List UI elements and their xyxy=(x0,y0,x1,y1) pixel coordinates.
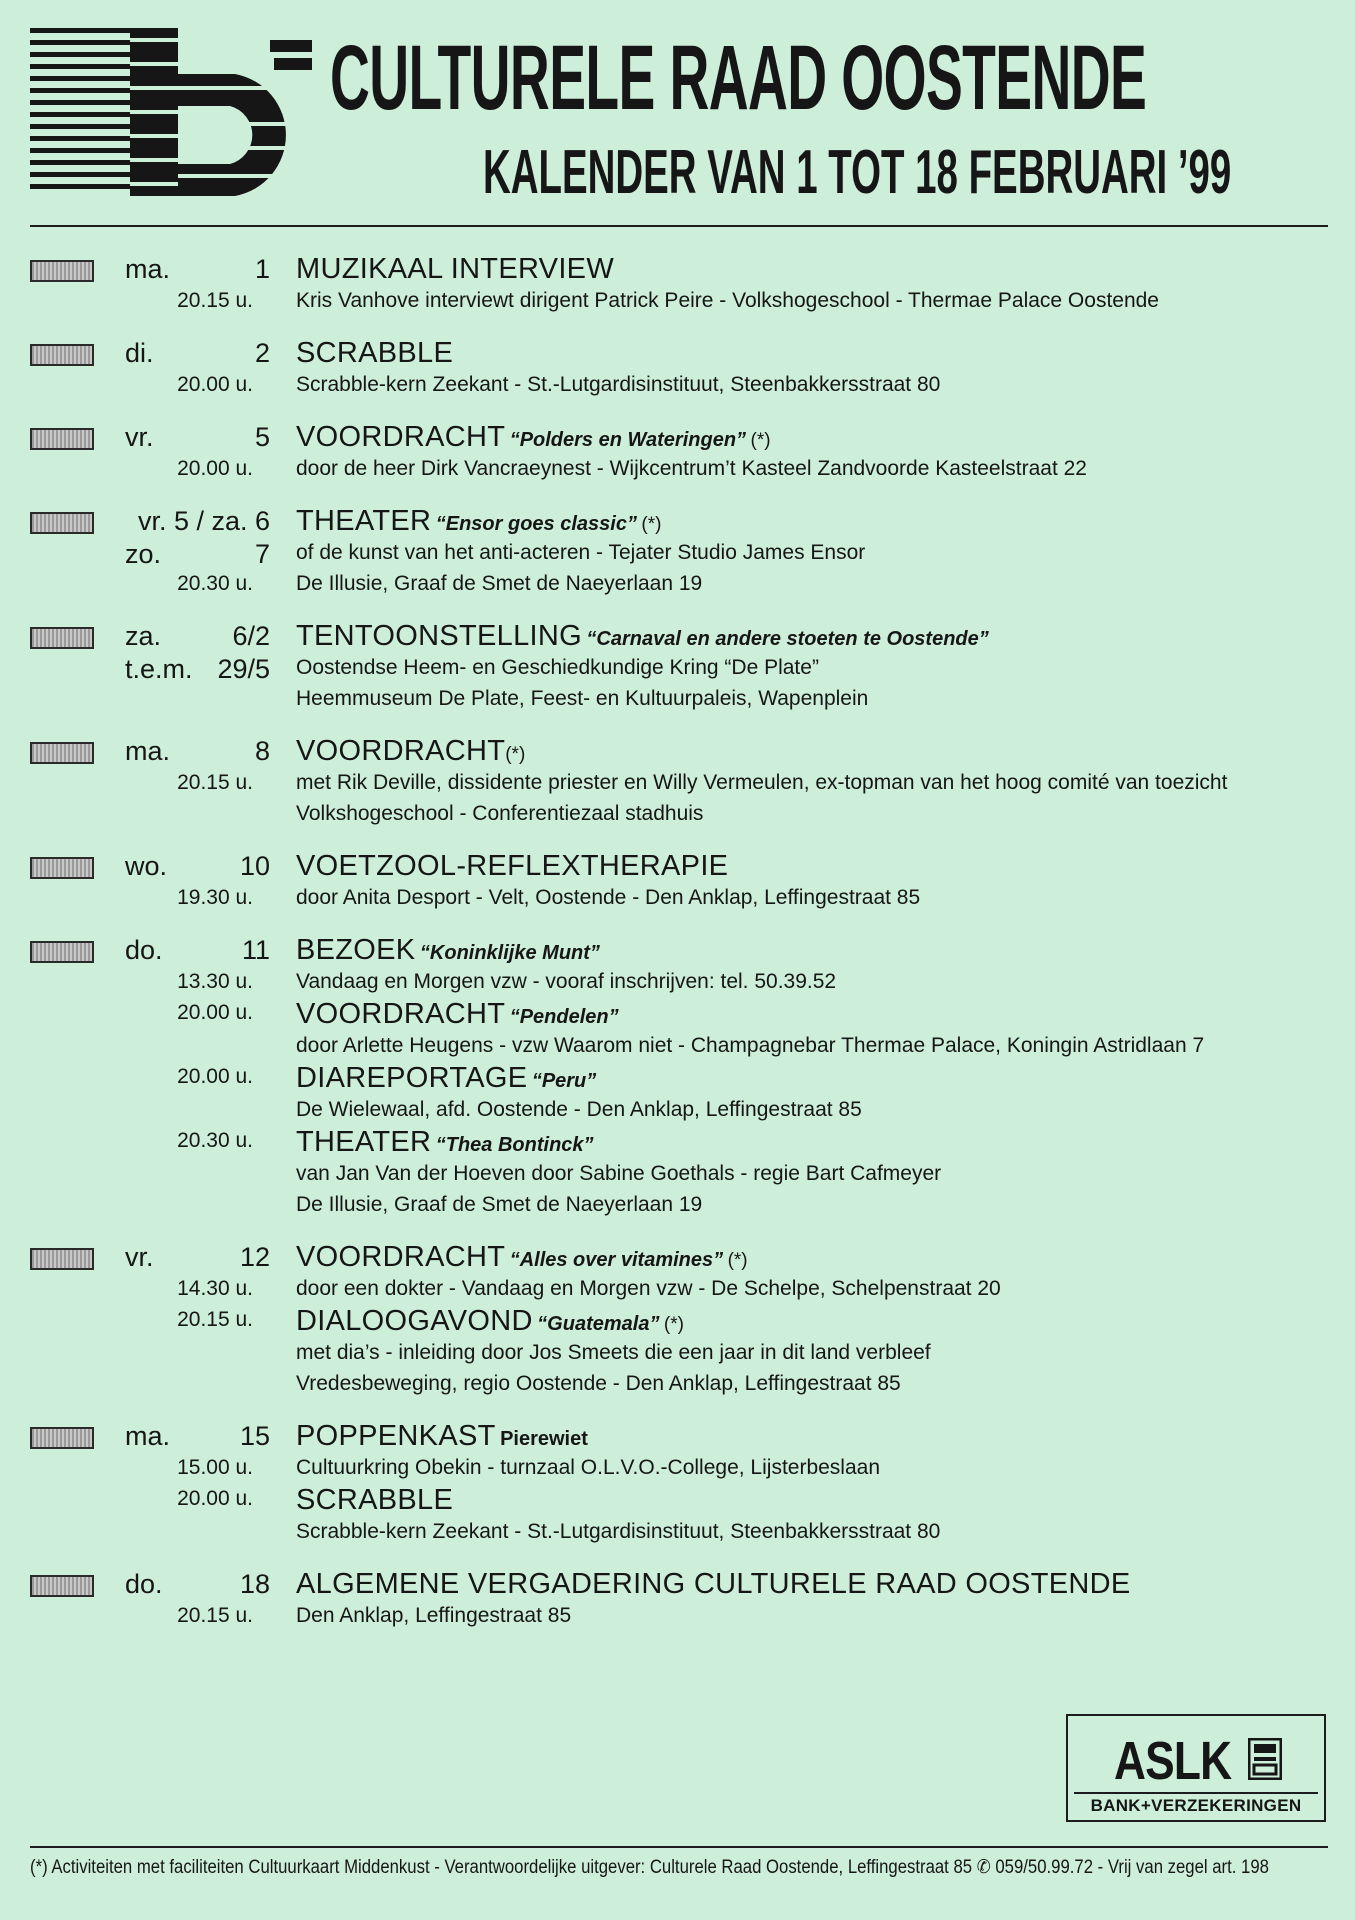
event-heading xyxy=(296,1061,596,1095)
event-description: Scrabble-kern Zeekant - St.-Lutgardisinstituut, Steenbakkersstraat 80 xyxy=(296,1520,941,1543)
event-block xyxy=(0,504,1355,599)
event-date: 6/2 xyxy=(232,621,270,651)
event-date: 1 xyxy=(254,254,270,284)
event-time: 20.00 u. xyxy=(177,457,253,480)
event-description: met Rik Deville, dissidente priester en Willy Vermeulen, ex-topman van het hoog comité van toezicht xyxy=(296,771,1228,794)
event-day: za. xyxy=(125,621,162,651)
event-calendar xyxy=(0,252,1355,1651)
event-date: 5 xyxy=(254,422,270,452)
event-date: 2 xyxy=(254,338,270,368)
event-heading xyxy=(296,1419,588,1455)
event-description: Vredesbeweging, regio Oostende - Den Anklap, Leffingestraat 85 xyxy=(296,1372,901,1395)
event-description: De Illusie, Graaf de Smet de Naeyerlaan 19 xyxy=(296,1193,703,1216)
event-block xyxy=(0,1419,1355,1547)
event-block xyxy=(0,933,1355,1220)
footer-divider xyxy=(30,1846,1328,1848)
cultuurkaart-mark: (*) xyxy=(505,744,526,765)
cultuurkaart-mark: (*) xyxy=(750,430,771,451)
event-date: 7 xyxy=(254,539,270,569)
event-title: DIAREPORTAGE xyxy=(296,1062,528,1094)
event-subtitle: “Koninklijke Munt” xyxy=(419,942,600,964)
event-description: Heemmuseum De Plate, Feest- en Kultuurpaleis, Wapenplein xyxy=(296,687,869,710)
event-time: 20.00 u. xyxy=(177,1065,253,1088)
event-date: 8 xyxy=(254,736,270,766)
event-description: Cultuurkring Obekin - turnzaal O.L.V.O.-College, Lijsterbeslaan xyxy=(296,1456,881,1479)
event-day: vr. xyxy=(125,1242,154,1272)
sponsor-tagline: BANK+VERZEKERINGEN xyxy=(1074,1792,1318,1817)
event-time: 20.00 u. xyxy=(177,373,253,396)
event-date: 10 xyxy=(239,851,270,881)
cultuurkaart-mark: (*) xyxy=(727,1250,748,1271)
event-block xyxy=(0,252,1355,316)
event-subtitle: “Pendelen” xyxy=(509,1006,619,1028)
event-title: POPPENKAST xyxy=(296,1420,496,1452)
event-heading xyxy=(296,734,525,768)
cultuurkaart-mark: (*) xyxy=(663,1314,684,1335)
event-description: Kris Vanhove interviewt dirigent Patrick Peire - Volkshogeschool - Thermae Palace Oostende xyxy=(296,289,1159,312)
event-title: BEZOEK xyxy=(296,934,416,966)
event-description: door Arlette Heugens - vzw Waarom niet - Champagnebar Thermae Palace, Koningin Astridlaan 7 xyxy=(296,1034,1205,1057)
event-time: 20.00 u. xyxy=(177,1001,253,1024)
event-subtitle: “Polders en Wateringen” xyxy=(509,429,747,451)
event-title: VOORDRACHT xyxy=(296,1241,506,1273)
event-date: 15 xyxy=(239,1421,270,1451)
event-description: Volkshogeschool - Conferentiezaal stadhuis xyxy=(296,802,704,825)
sponsor-name: ASLK xyxy=(1114,1731,1232,1791)
event-subtitle: Pierewiet xyxy=(500,1428,588,1450)
event-time: 20.15 u. xyxy=(177,1308,253,1331)
event-description: Den Anklap, Leffingestraat 85 xyxy=(296,1604,572,1627)
page-subtitle: KALENDER VAN 1 TOT 18 FEBRUARI ’99 xyxy=(483,138,1232,207)
event-description: of de kunst van het anti-acteren - Tejater Studio James Ensor xyxy=(296,541,866,564)
event-title: VOORDRACHT xyxy=(296,998,506,1030)
event-day: vr. xyxy=(125,422,154,452)
event-date: 18 xyxy=(239,1569,270,1599)
event-title: SCRABBLE xyxy=(296,337,454,369)
safe-box-icon xyxy=(1248,1738,1282,1780)
cultuurkaart-mark: (*) xyxy=(641,514,662,535)
event-description: door Anita Desport - Velt, Oostende - Den Anklap, Leffingestraat 85 xyxy=(296,886,921,909)
event-date: 12 xyxy=(239,1242,270,1272)
header-divider xyxy=(30,225,1328,227)
event-day: do. xyxy=(125,1569,163,1599)
event-time: 13.30 u. xyxy=(177,970,253,993)
event-heading xyxy=(296,933,600,967)
event-title: VOETZOOL-REFLEXTHERAPIE xyxy=(296,850,729,882)
event-heading xyxy=(296,997,619,1031)
event-description: Oostendse Heem- en Geschiedkundige Kring “De Plate” xyxy=(296,656,819,679)
event-time: 20.30 u. xyxy=(177,1129,253,1152)
event-date: vr. 5 / za. 6 xyxy=(137,506,270,536)
event-title: VOORDRACHT xyxy=(296,421,506,453)
event-description: Scrabble-kern Zeekant - St.-Lutgardisinstituut, Steenbakkersstraat 80 xyxy=(296,373,941,396)
event-subtitle: “Carnaval en andere stoeten te Oostende” xyxy=(586,628,989,650)
page-title: CULTURELE RAAD OOSTENDE xyxy=(330,27,1147,129)
event-day: ma. xyxy=(125,1421,171,1451)
header xyxy=(30,28,1330,208)
event-title: SCRABBLE xyxy=(296,1484,454,1516)
event-description: De Illusie, Graaf de Smet de Naeyerlaan 19 xyxy=(296,572,703,595)
event-description: met dia’s - inleiding door Jos Smeets die een jaar in dit land verbleef xyxy=(296,1341,931,1364)
event-description: door de heer Dirk Vancraeynest - Wijkcentrum’t Kasteel Zandvoorde Kasteelstraat 22 xyxy=(296,457,1087,480)
event-title: TENTOONSTELLING xyxy=(296,620,582,652)
event-block xyxy=(0,619,1355,714)
event-subtitle: “Peru” xyxy=(531,1070,597,1092)
event-time: 20.15 u. xyxy=(177,1604,253,1627)
event-day: do. xyxy=(125,935,163,965)
event-heading xyxy=(296,619,989,653)
event-description: van Jan Van der Hoeven door Sabine Goethals - regie Bart Cafmeyer xyxy=(296,1162,942,1185)
event-heading xyxy=(296,1125,594,1159)
event-description: De Wielewaal, afd. Oostende - Den Anklap, Leffingestraat 85 xyxy=(296,1098,862,1121)
event-block xyxy=(0,420,1355,484)
event-block xyxy=(0,849,1355,913)
event-time: 19.30 u. xyxy=(177,886,253,909)
event-day: ma. xyxy=(125,736,171,766)
culturele-raad-logo xyxy=(30,28,315,198)
event-heading xyxy=(296,420,771,454)
event-time: 15.00 u. xyxy=(177,1456,253,1479)
footnote: (*) Activiteiten met faciliteiten Cultuurkaart Middenkust - Verantwoordelijke uitgever: Culturele Raad Oostende, Leffingestraat 85 ✆ 059/50.99.72 - Vrij van zegel art. 198 xyxy=(30,1857,1269,1878)
event-day: wo. xyxy=(125,851,168,881)
event-description: Vandaag en Morgen vzw - vooraf inschrijven: tel. 50.39.52 xyxy=(296,970,837,993)
event-time: 20.15 u. xyxy=(177,289,253,312)
event-date: 11 xyxy=(241,935,270,965)
event-subtitle: “Guatemala” xyxy=(537,1313,660,1335)
event-title: VOORDRACHT xyxy=(296,735,506,767)
event-title: THEATER xyxy=(296,1126,432,1158)
event-title: THEATER xyxy=(296,505,432,537)
event-heading xyxy=(296,504,661,538)
event-day: zo. xyxy=(125,539,162,569)
event-time: 20.30 u. xyxy=(177,572,253,595)
event-time: 14.30 u. xyxy=(177,1277,253,1300)
event-title: DIALOOGAVOND xyxy=(296,1305,533,1337)
event-block xyxy=(0,336,1355,400)
sponsor-logo xyxy=(1066,1714,1326,1822)
event-heading xyxy=(296,1240,748,1274)
event-subtitle: “Ensor goes classic” xyxy=(435,513,637,535)
event-title: ALGEMENE VERGADERING CULTURELE RAAD OOSTENDE xyxy=(296,1568,1131,1600)
event-heading xyxy=(296,1304,684,1338)
event-subtitle: “Thea Bontinck” xyxy=(435,1134,594,1156)
event-block xyxy=(0,1567,1355,1631)
event-title: MUZIKAAL INTERVIEW xyxy=(296,253,614,285)
event-block xyxy=(0,734,1355,829)
event-time: 20.00 u. xyxy=(177,1487,253,1510)
event-description: door een dokter - Vandaag en Morgen vzw - De Schelpe, Schelpenstraat 20 xyxy=(296,1277,1001,1300)
event-block xyxy=(0,1240,1355,1399)
event-time: 20.15 u. xyxy=(177,771,253,794)
event-day: di. xyxy=(125,338,154,368)
event-day: ma. xyxy=(125,254,171,284)
event-day: t.e.m. xyxy=(125,654,193,684)
event-date: 29/5 xyxy=(217,654,270,684)
event-subtitle: “Alles over vitamines” xyxy=(509,1249,724,1271)
